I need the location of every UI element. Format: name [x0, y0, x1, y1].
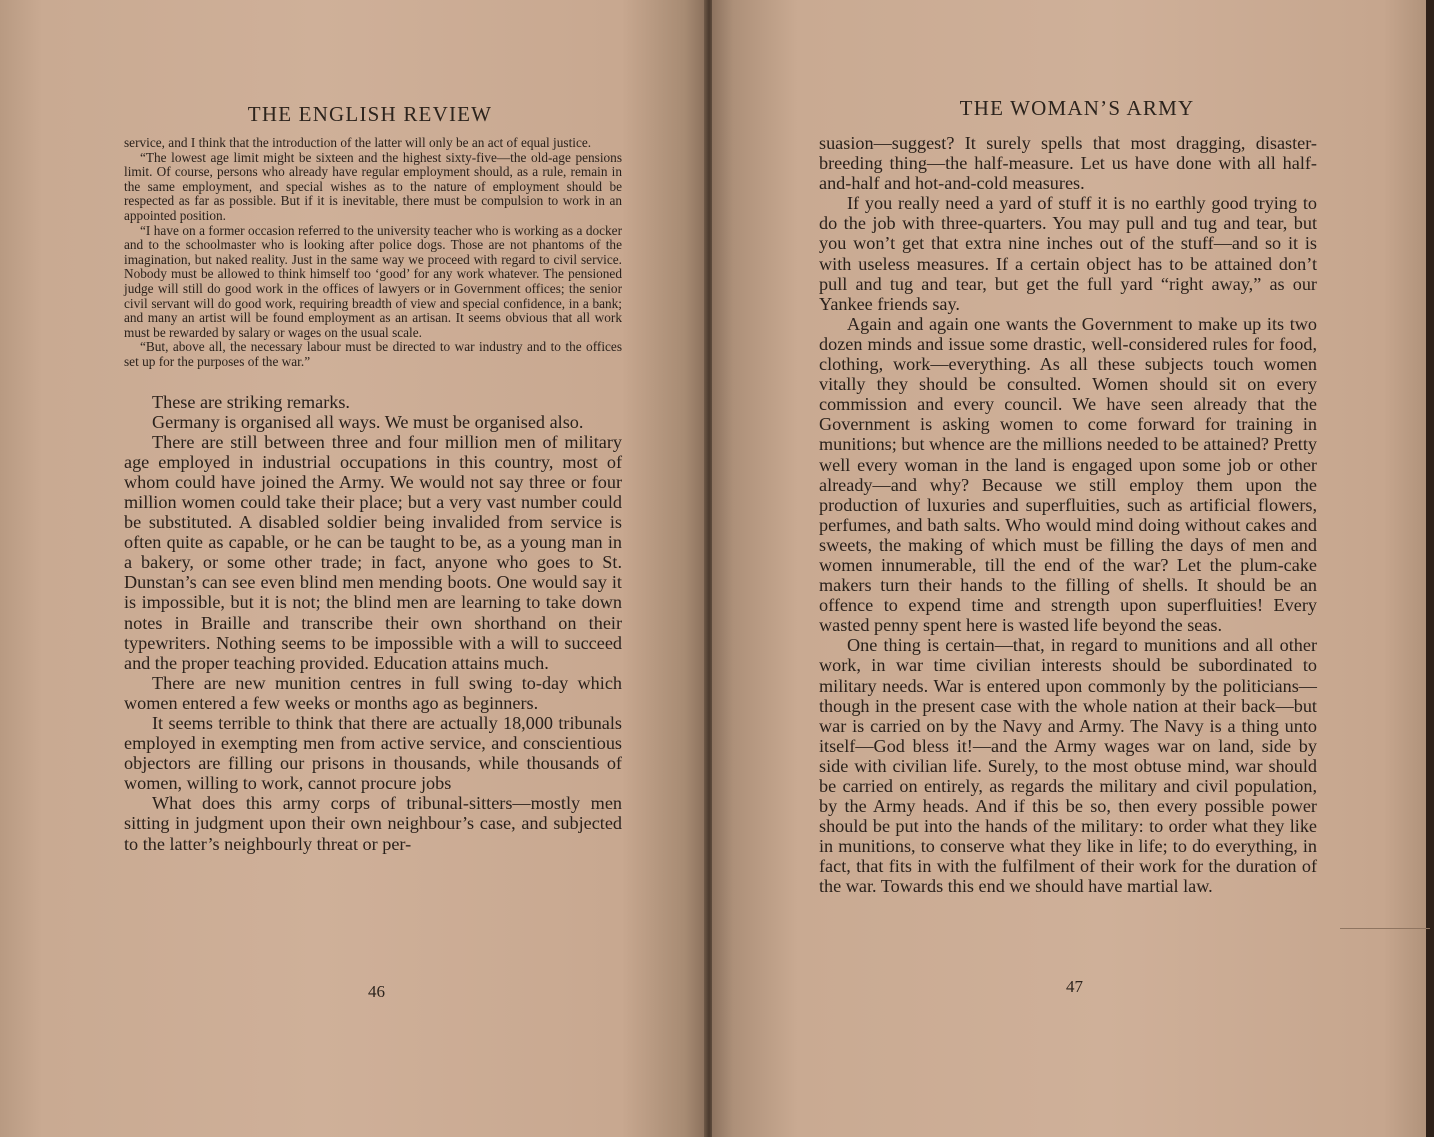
main-text-right — [819, 133, 1317, 897]
page-number-right: 47 — [1066, 977, 1083, 996]
quoted-passage — [124, 136, 622, 370]
quote-paragraph: service, and I think that the introduction of the latter will only be an act of equal justice. — [124, 135, 592, 150]
paragraph: It seems terrible to think that there are actually 18,000 tribunals employed in exempting men from active service, and conscientious objectors are filling our prisons in thousands, while thousands of women, willing to work, cannot procure jobs — [124, 713, 622, 794]
paragraph: suasion—suggest? It surely spells that most dragging, disaster-breeding thing—the half-measure. Let us have done with all half-and-half and hot-and-cold measures. — [819, 133, 1317, 194]
right-page-text — [819, 133, 1317, 897]
right-page — [712, 0, 1426, 1137]
paragraph: If you really need a yard of stuff it is no earthly good trying to do the job with three-quarters. You may pull and tug and tear, but you won’t get that extra nine inches out of the stuff—and so it is with useless measures. If a certain object has to be attained don’t pull and tug and tear, but get the full yard “right away,” as our Yankee friends say. — [819, 193, 1317, 314]
paragraph: There are still between three and four million men of military age employed in industrial occupations in this country, most of whom could have joined the Army. We would not say three or four million women could take their place; but a very vast number could be substituted. A disabled soldier being invalided from service is often quite as capable, or he can be taught to be, as a young man in a bakery, or some other trade; in fact, anyone who goes to St. Dunstan’s can see even blind men mending boots. One would say it is impossible, but it is not; the blind men are learning to take down notes in Braille and transcribe their own shorthand on their typewriters. Nothing seems to be impossible with a will to succeed and the proper teaching provided. Education attains much. — [124, 431, 622, 673]
paragraph: These are striking remarks. — [152, 391, 350, 412]
main-text-left — [124, 392, 622, 854]
left-page — [0, 0, 706, 1137]
paragraph: Germany is organised all ways. We must be organised also. — [152, 411, 584, 432]
quote-paragraph: “The lowest age limit might be sixteen and the highest sixty-five—the old-age pensions limit. Of course, persons who already have regular employment should, as a rule, remain in the same employment, and special wishes as to the nature of employment should be respected as far as possible. But if it is inevitable, there must be compulsion to work in an appointed position. — [124, 149, 622, 223]
quote-paragraph: “But, above all, the necessary labour must be directed to war industry and to the offices set up for the purposes of the war.” — [124, 339, 622, 369]
page-number-left: 46 — [368, 982, 385, 1001]
quote-paragraph: “I have on a former occasion referred to the university teacher who is working as a docker and to the schoolmaster who is looking after police dogs. Those are not phantoms of the imagination, but naked reality. Just in the same way we proceed with regard to civil service. Nobody must be allowed to think himself too ‘good’ for any work whatever. The pensioned judge will still do good work in the offices of lawyers or in Government offices; the senior civil servant will do good work, requiring breadth of view and special confidence, in a bank; and many an artist will be found employment as an artisan. It seems obvious that all work must be rewarded by salary or wages on the usual scale. — [124, 222, 622, 340]
running-head-left: THE ENGLISH REVIEW — [247, 102, 493, 126]
paragraph: There are new munition centres in full swing to-day which women entered a few weeks or months ago as beginners. — [124, 672, 622, 713]
paragraph: One thing is certain—that, in regard to munitions and all other work, in war time civilian interests should be subordinated to military needs. War is entered upon commonly by the politicians—though in the present case with the whole nation at their back—but war is carried on by the Navy and Army. The Navy is a thing unto itself—God bless it!—and the Army wages war on land, side by side with civilian life. Surely, to the most obtuse mind, war should be carried on entirely, as regards the military and civil population, by the Army heads. And if this be so, then every possible power should be put into the hands of the military: to order what they like in munitions, to conserve what they like in life; to do everything, in fact, that fits in with the fulfilment of their work for the duration of the war. Towards this end we should have martial law. — [819, 635, 1317, 897]
page-edge-mark — [1340, 928, 1430, 929]
paragraph: Again and again one wants the Government to make up its two dozen minds and issue some drastic, well-considered rules for food, clothing, work—everything. As all these subjects touch women vitally they should be consulted. Women should sit on every commission and every council. We have seen already that the Government is asking women to come forward for training in munitions; but whence are the millions needed to be attained? Pretty well every woman in the land is engaged upon some job or other already—and why? Because we still employ them upon the production of luxuries and superfluities, such as artificial flowers, perfumes, and bath salts. Who would mind doing without cakes and sweets, the making of which must be filling the days of men and women innumerable, till the end of the war? Let the plum-cake makers turn their hands to the filling of shells. It should be an offence to expend time and strength upon superfluities! Every wasted penny spent here is wasted life beyond the seas. — [819, 313, 1317, 636]
running-head-right: THE WOMAN’S ARMY — [959, 96, 1195, 120]
left-page-text — [124, 136, 622, 854]
paragraph: What does this army corps of tribunal-sitters—mostly men sitting in judgment upon their own neighbour’s case, and subjected to the latter’s neighbourly threat or per- — [124, 793, 622, 854]
